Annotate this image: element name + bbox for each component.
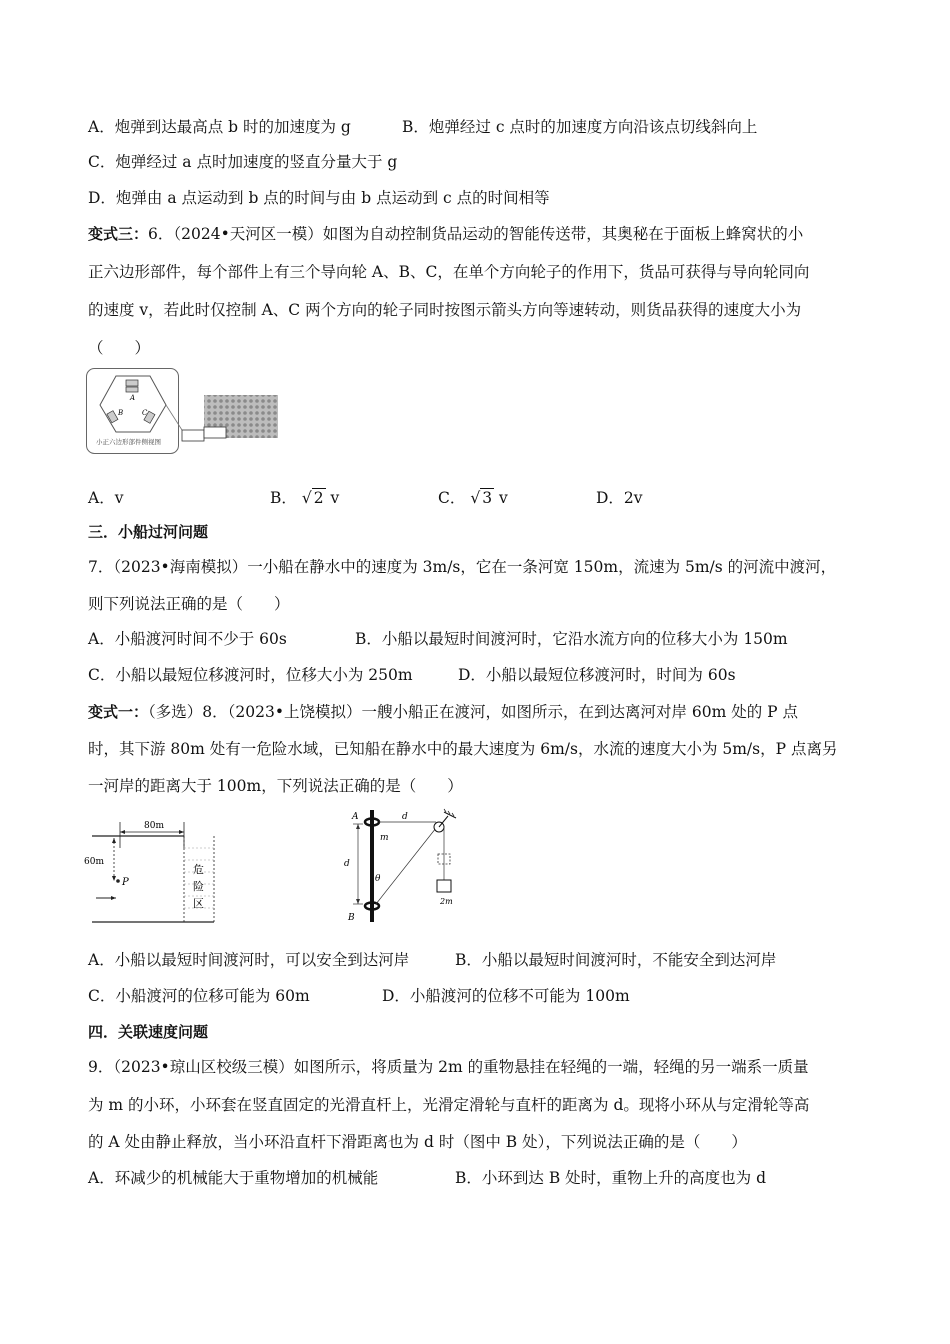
q5-option-d: D．炮弹由 a 点运动到 b 点的时间与由 b 点运动到 c 点的时间相等 [88, 189, 550, 207]
q6-line1-text: 6．（2024•天河区一模）如图为自动控制货品运动的智能传送带，其奥秘在于面板上蜂窝状的小 [148, 225, 804, 243]
q6-option-a: A．v [88, 489, 124, 507]
q8-options-ab [88, 950, 776, 970]
section4-title: 四．关联速度问题 [88, 1023, 209, 1041]
q7-options-ab [88, 629, 788, 649]
q6-line2: 正六边形部件，每个部件上有三个导向轮 A、B、C，在单个方向轮子的作用下，货品可获得与导向轮同向 [88, 263, 810, 281]
sqrt-3: √ 3 [470, 489, 493, 507]
q9-line3: 的 A 处由静止释放，当小环沿直杆下滑距离也为 d 时（图中 B 处），下列说法正确的是（ ） [88, 1133, 747, 1151]
q8-line3: 一河岸的距离大于 100m，下列说法正确的是（ ） [88, 777, 463, 795]
q6-line3: 的速度 v，若此时仅控制 A、C 两个方向的轮子同时按图示箭头方向等速转动，则货品获得的速度大小为 [88, 301, 802, 319]
q7-option-b: B．小船以最短时间渡河时，它沿水流方向的位移大小为 150m [355, 630, 788, 648]
q7-line2: 则下列说法正确的是（ ） [88, 595, 290, 613]
danger-zone-char-1: 危 [193, 863, 204, 876]
label-a: A [352, 812, 359, 822]
q7-option-d: D．小船以最短位移渡河时，时间为 60s [458, 666, 736, 684]
q6-option-c: C． √ 3 v [438, 489, 508, 507]
q6-label-a: A [130, 394, 136, 402]
q6-line1 [88, 224, 803, 244]
q8-line2: 时，其下游 80m 处有一危险水域，已知船在静水中的最大速度为 6m/s，水流的速度大小为 5m/s，P 点离另 [88, 740, 838, 758]
q7-options-cd [88, 665, 736, 685]
q5-option-a: A．炮弹到达最高点 b 时的加速度为 g [88, 118, 351, 136]
q6-line4: （ ） [88, 339, 151, 357]
q6-option-b: B． √ 2 v [270, 489, 340, 507]
label-b: B [348, 913, 355, 923]
block-2m [437, 880, 451, 892]
point-p [116, 879, 120, 883]
label-m: m [380, 833, 389, 843]
q5-option-b: B．炮弹经过 c 点时的加速度方向沿该点切线斜向上 [402, 118, 758, 136]
distance-label-80m: 80m [144, 821, 164, 831]
danger-zone-char-3: 区 [193, 897, 204, 910]
q8-option-c: C．小船渡河的位移可能为 60m [88, 987, 310, 1005]
cargo-box-2 [204, 427, 226, 438]
q9-options-ab [88, 1168, 766, 1188]
q8-options-cd [88, 986, 630, 1006]
q7-line1: 7．（2023•海南模拟）一小船在静水中的速度为 3m/s，它在一条河宽 150m，流速为 5m/s 的河流中渡河， [88, 558, 837, 576]
q6-label-c: C [142, 409, 148, 417]
q8-line1-text: （多选）8．（2023•上饶模拟）一艘小船正在渡河，如图所示，在到达离河对岸 60m 处的 P 点 [148, 703, 799, 721]
q5-option-c: C．炮弹经过 a 点时加速度的竖直分量大于 g [88, 153, 398, 171]
q9-line1: 9．（2023•琼山区校级三模）如图所示，将质量为 2m 的重物悬挂在轻绳的一端，轻绳的另一端系一质量 [88, 1058, 809, 1076]
q8-tag: 变式一： [88, 703, 149, 721]
river-figure [84, 818, 220, 928]
q7-option-c: C．小船以最短位移渡河时，位移大小为 250m [88, 666, 413, 684]
q8-option-b: B．小船以最短时间渡河时，不能安全到达河岸 [455, 951, 777, 969]
section3-title: 三．小船过河问题 [88, 523, 209, 541]
q6-label-b: B [118, 409, 124, 417]
q6-tag: 变式三： [88, 225, 149, 243]
q9-option-a: A．环减少的机械能大于重物增加的机械能 [88, 1169, 379, 1187]
danger-zone-char-2: 险 [193, 880, 204, 893]
q9-option-b: B．小环到达 B 处时，重物上升的高度也为 d [455, 1169, 766, 1187]
cargo-box-1 [182, 430, 204, 441]
q6-figure [86, 368, 278, 454]
q8-option-d: D．小船渡河的位移不可能为 100m [382, 987, 630, 1005]
q6-options [88, 488, 888, 510]
label-theta: θ [375, 874, 381, 884]
pulley-figure [342, 808, 464, 926]
label-d-top: d [402, 812, 408, 822]
q8-option-a: A．小船以最短时间渡河时，可以安全到达河岸 [88, 951, 410, 969]
label-d-side: d [344, 859, 350, 869]
q8-line1 [88, 702, 798, 722]
q6-figure-caption: 小正六边形部件侧视图 [96, 438, 161, 446]
distance-label-60m: 60m [84, 857, 104, 867]
q9-line2: 为 m 的小环，小环套在竖直固定的光滑直杆上，光滑定滑轮与直杆的距离为 d。现将小环从与定滑轮等高 [88, 1096, 810, 1114]
point-p-label: P [122, 877, 129, 888]
q5-options-ab [88, 117, 757, 137]
sqrt-2: √ 2 [301, 489, 324, 507]
q7-option-a: A．小船渡河时间不少于 60s [88, 630, 287, 648]
q6-option-d: D．2v [596, 489, 643, 507]
label-2m: 2m [440, 897, 453, 906]
